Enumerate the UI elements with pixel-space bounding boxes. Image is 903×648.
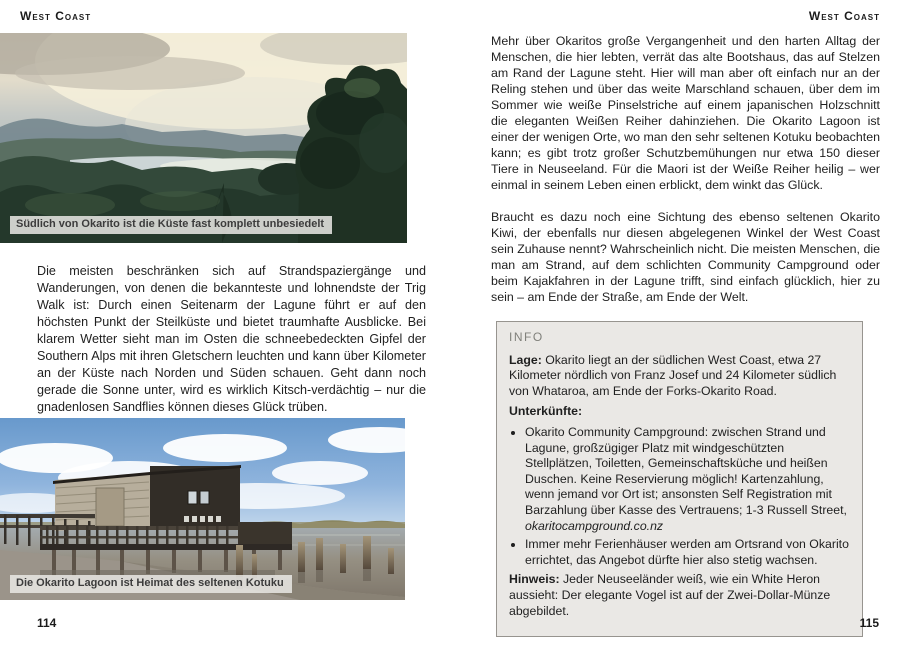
running-header-right: West Coast: [808, 9, 880, 23]
info-box: [496, 321, 863, 637]
paragraph-okarito-history: Mehr über Okaritos große Vergangenheit und den harten Alltag der Menschen, die hier lebten, verrät das alte Bootshaus, das auf Stelzen am Rand der Lagune steht. Hier will man aber oft einfach nur an der Reling stehen und über das weite Marschland schauen, über dem im Sommer wie weiße Pinselstriche auf einem japanischen Holzschnitt die eleganten Weißen Reiher dahinziehen. Die Okarito Lagoon ist einer der wenigen Orte, wo man den sehr seltenen Kotuku beobachten kann; es gibt trotz großer Schutzbemühungen nur etwa 150 dieser Tiere in Neuseeland. Für die Maori ist der Weiße Reiher heilig – wer einmal in seinem Leben einen erblickt, dem winkt das Glück.: [491, 34, 880, 192]
info-hinweis-label: Hinweis:: [509, 572, 560, 587]
page-number-right: 115: [859, 616, 879, 630]
paragraph-okarito-kiwi: Braucht es dazu noch eine Sichtung des ebenso seltenen Okarito Kiwi, der ebenfalls nur diesen abgelegenen Winkel der West Coast sein Zuhause nennt? Wahrscheinlich nicht. Die meisten Menschen, die man am Strand, auf dem schlichten Community Campground oder beim Kajakfahren in der Lagune trifft, sind einfach glücklich, hier zu sein – am Ende der Straße, am Ende der Welt.: [491, 210, 880, 304]
info-lage: [509, 353, 849, 400]
info-bullet-item: • Okarito Community Campground: zwischen Strand und Lagune, großzügiger Platz mit windgeschützten Stellplätzen, Toiletten, Gemeinschaftsküche und heißen Duschen. Keine Reservierung möglich! Kartenzahlung, wenn jemand vor Ort ist; ansonsten Self Registration mit Barzahlung über Kasse des Vertrauens; 1-3 Russell Street, okaritocampground.co.nz: [525, 425, 849, 534]
campground-url: okaritocampground.co.nz: [525, 518, 664, 533]
boatshed-lagoon-illustration: [0, 418, 405, 600]
right-page-column: [491, 33, 880, 637]
coast-photo-caption: Südlich von Okarito ist die Küste fast komplett unbesiedelt: [10, 216, 332, 234]
coast-landscape-illustration: [0, 33, 407, 243]
info-box-title: INFO: [509, 330, 544, 344]
info-hinweis: [509, 572, 849, 619]
left-page-body-text: Die meisten beschränken sich auf Strandspaziergänge und Wanderungen, von denen die bekannteste und lohnendste der Trig Walk ist: Durch einen Seitenarm der Lagune führt er auf den höchsten Punkt der Steilküste und bietet traumhafte Ausblicke. Bei klarem Wetter sieht man im Osten die schneebedeckten Gipfel der Southern Alps mit ihren Gletschern leuchten und kann über Kilometer an der Küste nach Norden und Süden schauen. Geht dann noch gerade die Sonne unter, wird es wirklich Kitsch-verdächtig – nur die gnadenlosen Sandflies können dieses Glück trüben.: [37, 264, 426, 414]
info-hinweis-text: Jeder Neuseeländer weiß, wie ein White Heron aussieht: Der elegante Vogel ist auf der Zwei-Dollar-Münze abgebildet.: [509, 572, 831, 618]
boatshed-photo-caption: Die Okarito Lagoon ist Heimat des seltenen Kotuku: [10, 575, 292, 593]
info-bullet-list: [509, 425, 849, 568]
info-bullet-item: • Immer mehr Ferienhäuser werden am Ortsrand von Okarito errichtet, das Angebot dürfte hier also stetig wachsen.: [525, 537, 849, 568]
running-header-left: West Coast: [20, 9, 92, 23]
page-number-left: 114: [37, 616, 57, 630]
coast-landscape-photo: [0, 33, 407, 243]
info-lage-text: Okarito liegt an der südlichen West Coast, etwa 27 Kilometer nördlich von Franz Josef und 24 Kilometer südlich von Whataroa, am Ende der Forks-Okarito Road.: [509, 352, 837, 398]
boatshed-lagoon-photo: [0, 418, 405, 600]
info-lage-label: Lage:: [509, 352, 542, 367]
info-unterkuenfte-heading: Unterkünfte:: [509, 404, 583, 419]
